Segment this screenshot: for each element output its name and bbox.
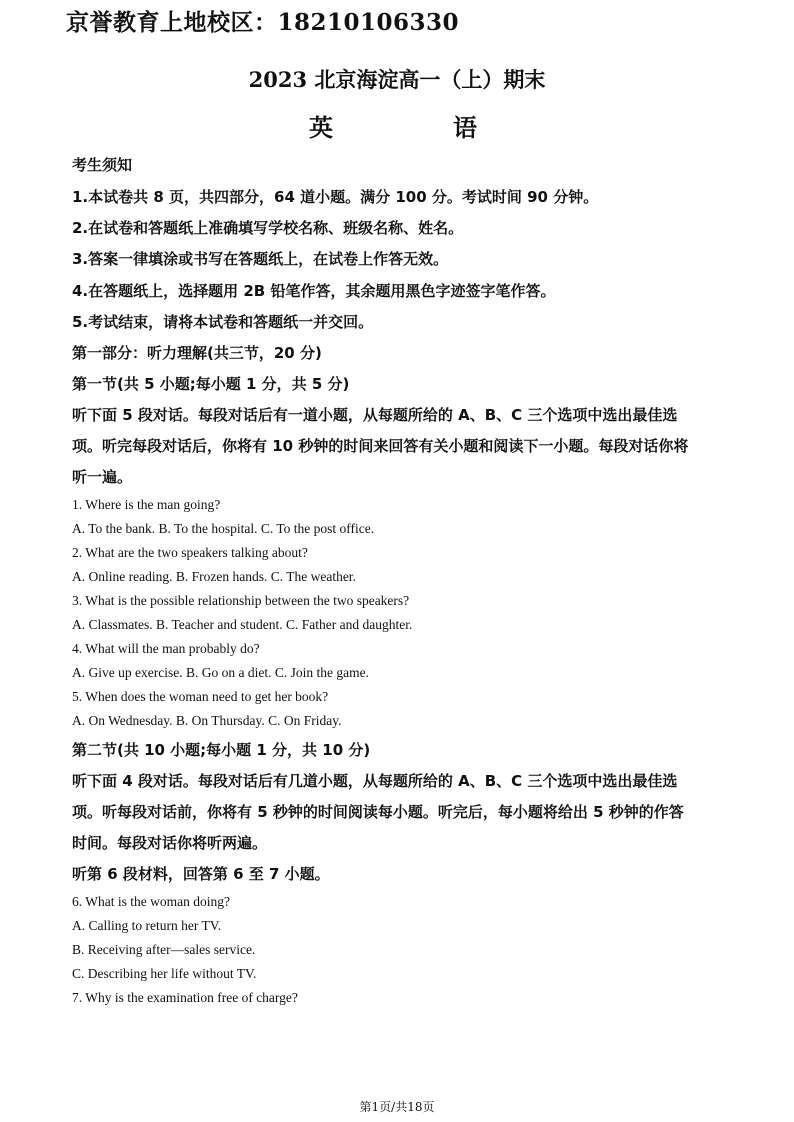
question-text: 1. Where is the man going? [72,497,221,512]
notice-item: 1.本试卷共 8 页，共四部分，64 道小题。满分 100 分。考试时间 90 分钟。 [72,188,599,206]
notice-item: 4.在答题纸上，选择题用 2B 铅笔作答，其余题用黑色字迹签字笔作答。 [72,282,556,300]
question-text: 6. What is the woman doing? [72,894,230,909]
question-text: 4. What will the man probably do? [72,641,260,656]
material-instruction: 听第 6 段材料，回答第 6 至 7 小题。 [72,865,330,883]
question-options: A. Give up exercise. B. Go on a diet. C. Join the game. [72,665,369,680]
question-options: A. On Wednesday. B. On Thursday. C. On Friday. [72,713,342,728]
question-option: B. Receiving after—sales service. [72,942,256,957]
question-options: A. Online reading. B. Frozen hands. C. The weather. [72,569,356,584]
school-promo-header: 京誉教育上地校区：18210106330 [66,9,460,36]
section2-instruction: 时间。每段对话你将听两遍。 [72,834,268,852]
section1-heading: 第一节(共 5 小题;每小题 1 分，共 5 分) [72,375,350,393]
section2-instruction: 项。听每段对话前，你将有 5 秒钟的时间阅读每小题。听完后，每小题将给出 5 秒钟的作答 [72,803,684,821]
question-option: A. Calling to return her TV. [72,918,222,933]
part1-heading: 第一部分：听力理解(共三节，20 分) [72,344,322,362]
notice-heading: 考生须知 [72,156,133,174]
section1-instruction: 项。听完每段对话后，你将有 10 秒钟的时间来回答有关小题和阅读下一小题。每段对话你将 [72,437,689,455]
section2-instruction: 听下面 4 段对话。每段对话后有几道小题，从每题所给的 A、B、C 三个选项中选出最佳选 [72,772,678,790]
exam-title: 2023 北京海淀高一（上）期末 [248,67,546,92]
question-options: A. To the bank. B. To the hospital. C. To the post office. [72,521,375,536]
exam-subject: 英 语 [309,113,525,142]
section1-instruction: 听一遍。 [72,468,133,486]
notice-item: 5.考试结束，请将本试卷和答题纸一并交回。 [72,313,374,331]
section2-heading: 第二节(共 10 小题;每小题 1 分，共 10 分) [72,741,371,759]
question-text: 5. When does the woman need to get her book? [72,689,329,704]
notice-item: 3.答案一律填涂或书写在答题纸上，在试卷上作答无效。 [72,250,449,268]
page-number: 第1页/共18页 [359,1100,435,1114]
question-option: C. Describing her life without TV. [72,966,257,981]
question-text: 2. What are the two speakers talking about? [72,545,308,560]
question-text: 7. Why is the examination free of charge? [72,990,298,1005]
question-text: 3. What is the possible relationship between the two speakers? [72,593,410,608]
notice-item: 2.在试卷和答题纸上准确填写学校名称、班级名称、姓名。 [72,219,464,237]
section1-instruction: 听下面 5 段对话。每段对话后有一道小题，从每题所给的 A、B、C 三个选项中选出最佳选 [72,406,678,424]
question-options: A. Classmates. B. Teacher and student. C. Father and daughter. [72,617,413,632]
